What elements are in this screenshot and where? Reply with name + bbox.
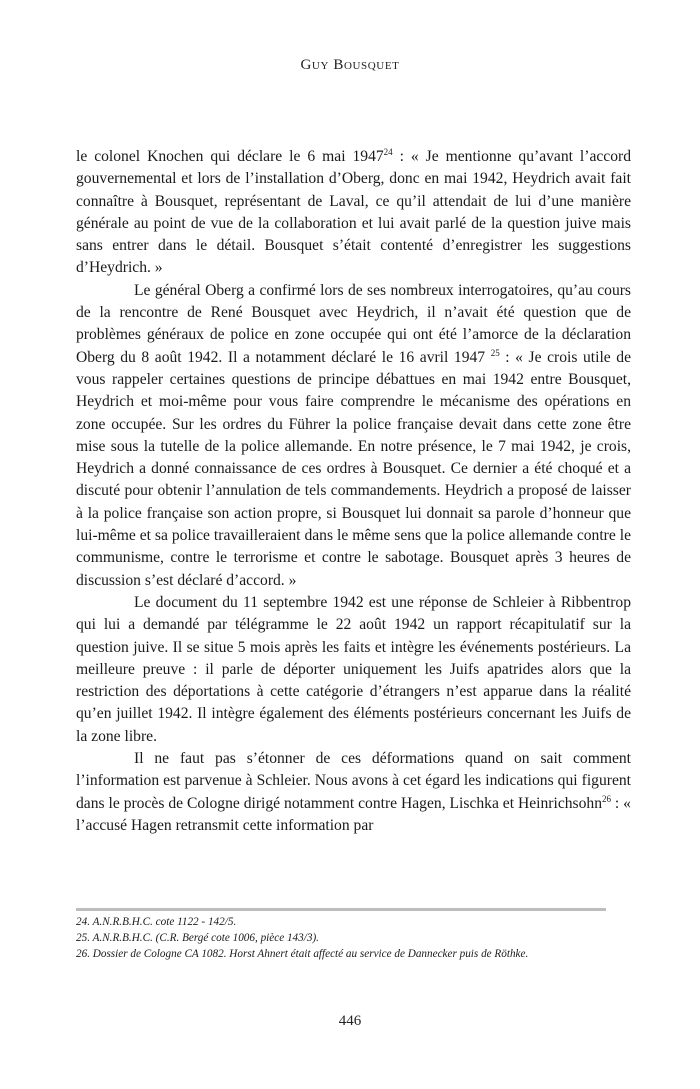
page-number: 446 [338,1013,362,1029]
paragraph-text: : « Je crois utile de vous rappeler certaines questions de principe débattues en mai 1942 entre Bousquet, Heydrich et moi-même pour vous faire comprendre le mécanisme des opérations en zone occupée. Sur les ordres du Führer la police française devait dans cette zone être mise sous la tutelle de la police allemande. En notre présence, le 7 mai 1942, je crois, Heydrich a donné connaissance de ces ordres à Bousquet. Ce dernier a été choqué et a discuté pour obtenir l’annulation de tels commandements. Heydrich a proposé de laisser à la police française son action propre, si Bousquet lui donnait sa parole d’honneur que lui-même et sa police travailleraient dans le même sens que la police allemande contre le communisme, contre le terrorisme et contre le sabotage. Bousquet après 3 heures de discussion s’est déclaré d’accord. » [76,348,631,589]
paragraph-1 [76,146,631,280]
paragraph-3: Le document du 11 septembre 1942 est une réponse de Schleier à Ribbentrop qui lui a demandé par télégramme le 22 août 1942 un rapport récapitulatif sur la question juive. Il se situe 5 mois après les faits et intègre les événements postérieurs. La meilleure preuve : il parle de déporter uniquement les Juifs apatrides alors que la restriction des déportations à cette catégorie d’étrangers n’est apparue dans la réalité qu’en juillet 1942. Il intègre également des éléments postérieurs concernant les Juifs de la zone libre. [76,593,631,745]
footnote-separator [76,908,606,911]
paragraph-text: Il ne faut pas s’étonner de ces déformations quand on sait comment l’information est parvenue à Schleier. Nous avons à cet égard les indications qui figurent dans le procès de Cologne dirigé notamment contre Hagen, Lischka et Heinrichsohn [76,750,631,812]
paragraph-text: Le général Oberg a confirmé lors de ses nombreux interrogatoires, qu’au cours de la rencontre de René Bousquet avec Heydrich, il n’avait été question que de problèmes généraux de police en zone occupée qui ont été l’amorce de la déclaration Oberg du 8 août 1942. Il a notamment déclaré le 16 avril 1947 [76,281,631,366]
footnote-ref-25[interactable]: 25 [490,347,500,358]
footnote-26: 26. Dossier de Cologne CA 1082. Horst Ahnert était affecté au service de Dannecker puis de Röthke. [76,948,529,960]
paragraph-text: : « l’accusé Hagen retransmit cette information par [76,794,631,834]
footnote-ref-24[interactable]: 24 [383,147,393,157]
footnote-25: 25. A.N.R.B.H.C. (C.R. Bergé cote 1006, pièce 143/3). [76,932,319,944]
paragraph-text: le colonel Knochen qui déclare le 6 mai 1947 [76,148,384,165]
paragraph-2 [76,280,631,592]
footnote-ref-26[interactable]: 26 [602,793,611,804]
footnote-24: 24. A.N.R.B.H.C. cote 1122 - 142/5. [76,916,237,928]
paragraph-4 [76,748,631,837]
body-text [76,146,631,837]
paragraph-text: : « Je mentionne qu’avant l’accord gouvernemental et lors de l’installation d’Oberg, donc en mai 1942, Heydrich avait fait connaître à Bousquet, représentant de Laval, ce qu’il attendait de lui d’une manière générale au point de vue de la collaboration et lui avait parlé de la question juive mais sans entrer dans le détail. Bousquet s’était contenté d’enregistrer les suggestions d’Heydrich. » [76,148,631,277]
running-head: Guy Bousquet [300,57,400,73]
footnotes [76,914,646,962]
